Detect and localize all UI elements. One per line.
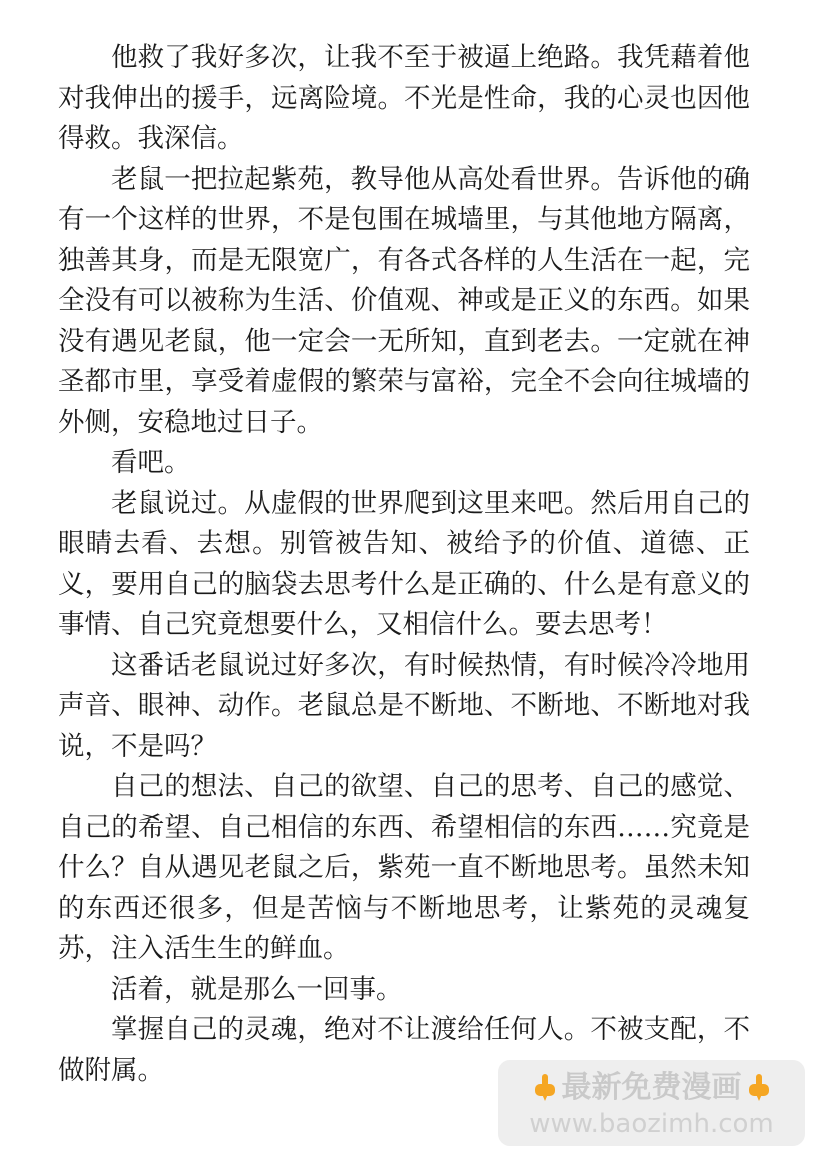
paragraph-8: 掌握自己的灵魂，绝对不让渡给任何人。不被支配，不做附属。 bbox=[58, 1014, 750, 1086]
paragraph-5: 这番话老鼠说过好多次，有时候热情，有时候冷冷地用声音、眼神、动作。老鼠总是不断地、不断地、不断地对我说，不是吗？ bbox=[58, 649, 750, 762]
paragraph-2: 老鼠一把拉起紫苑，教导他从高处看世界。告诉他的确有一个这样的世界，不是包围在城墙里，与其他地方隔离，独善其身，而是无限宽广，有各式各样的人生活在一起，完全没有可以被称为生活、价值观、神或是正义的东西。如果没有遇见老鼠，他一定会一无所知，直到老去。一定就在神圣都市里，享受着虚假的繁荣与富裕，完全不会向往城墙的外侧，安稳地过日子。 bbox=[58, 163, 750, 438]
document-body bbox=[58, 38, 750, 1091]
paragraph-6: 自己的想法、自己的欲望、自己的思考、自己的感觉、自己的希望、自己相信的东西、希望相信的东西……究竟是什么？自从遇见老鼠之后，紫苑一直不断地思考。虽然未知的东西还很多，但是苦恼与不断地思考，让紫苑的灵魂复苏，注入活生生的鲜血。 bbox=[58, 771, 750, 964]
pointing-down-hand-icon bbox=[746, 1072, 772, 1102]
watermark-title: 最新免费漫画 bbox=[561, 1070, 742, 1105]
paragraph-1: 他救了我好多次，让我不至于被逼上绝路。我凭藉着他对我伸出的援手，远离险境。不光是性命，我的心灵也因他得救。我深信。 bbox=[58, 42, 750, 154]
paragraph-7: 活着，就是那么一回事。 bbox=[111, 973, 403, 1005]
watermark-url[interactable]: www.baozimh.com bbox=[529, 1109, 774, 1139]
pointing-down-hand-icon bbox=[532, 1072, 558, 1102]
watermark-title-row bbox=[498, 1068, 805, 1108]
paragraph-3: 看吧。 bbox=[111, 447, 191, 478]
paragraph-4: 老鼠说过。从虚假的世界爬到这里来吧。然后用自己的眼睛去看、去想。别管被告知、被给予的价值、道德、正义，要用自己的脑袋去思考什么是正确的、什么是有意义的事情、自己究竟想要什么，又相信什么。要去思考！ bbox=[58, 487, 750, 640]
watermark-banner[interactable] bbox=[498, 1060, 805, 1146]
